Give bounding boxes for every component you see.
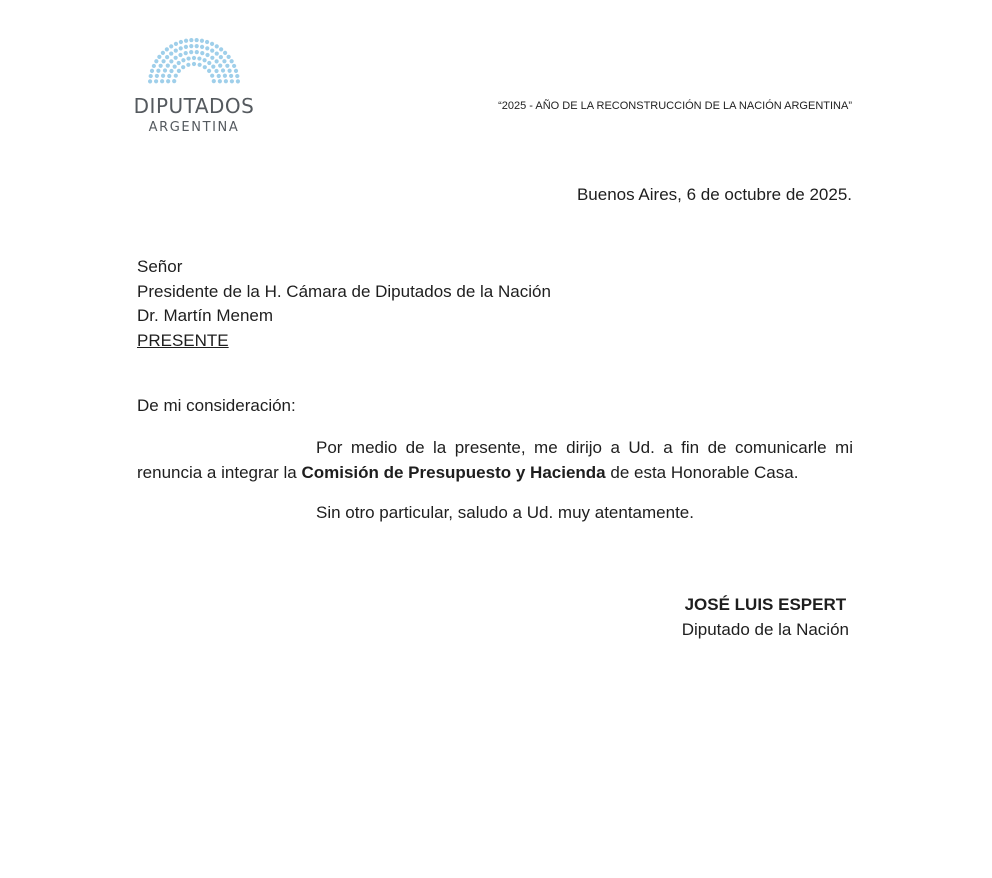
seat-dot [184, 39, 188, 43]
seat-dot [210, 42, 214, 46]
seat-dot [165, 55, 169, 59]
seat-dot [192, 62, 196, 66]
seat-dot [195, 44, 199, 48]
seat-dot [215, 51, 219, 55]
seat-dot [200, 39, 204, 43]
seat-dot [181, 65, 185, 69]
diputados-logo [126, 36, 266, 136]
seat-dot [157, 55, 161, 59]
seat-dot [181, 58, 185, 62]
logo-subtitle: ARGENTINA [148, 120, 240, 135]
seat-dot [218, 64, 222, 68]
seat-dot [236, 79, 240, 83]
addressee-position: Presidente de la H. Cámara de Diputados de la Nación [137, 281, 551, 301]
addressee-presente: PRESENTE [137, 330, 229, 350]
seat-dot [161, 74, 165, 78]
addressee-name: Dr. Martín Menem [137, 306, 274, 325]
seat-dot [150, 69, 154, 73]
seat-dot [174, 74, 178, 78]
body-line-2 [137, 460, 853, 485]
seat-dot [207, 69, 211, 73]
seat-dot [229, 74, 233, 78]
seat-dot [224, 79, 228, 83]
seat-dot [195, 50, 199, 54]
seat-dot [210, 74, 214, 78]
seat-dot [174, 49, 178, 53]
seat-dot [160, 79, 164, 83]
seat-dot [205, 40, 209, 44]
seat-dot [179, 46, 183, 50]
seat-dot [156, 69, 160, 73]
seat-dot [219, 55, 223, 59]
seat-dot [211, 65, 215, 69]
seat-dot [161, 59, 165, 63]
seat-dot [225, 64, 229, 68]
seat-dot [202, 58, 206, 62]
seat-dot [167, 74, 171, 78]
seat-dot [195, 38, 199, 42]
seat-dot [232, 64, 236, 68]
seat-dot [178, 53, 182, 57]
seat-dot [154, 79, 158, 83]
seat-dot [174, 56, 178, 60]
seat-dot [219, 47, 223, 51]
addressee-block [137, 255, 551, 353]
body-line-1: Por medio de la presente, me dirijo a Ud. a fin de comunicarle mi [316, 438, 853, 457]
seat-dot [197, 56, 201, 60]
seat-dot [174, 42, 178, 46]
seat-dot [149, 74, 153, 78]
seat-dot [169, 69, 173, 73]
seat-dot [189, 50, 193, 54]
signer-name: JOSÉ LUIS ESPERT [684, 595, 847, 614]
body-paragraph [137, 435, 853, 485]
addressee-salutation: Señor [137, 257, 183, 276]
year-motto: “2025 - AÑO DE LA RECONSTRUCCIÓN DE LA NACIÓN ARGENTINA” [498, 100, 852, 112]
signer-title: Diputado de la Nación [681, 620, 849, 639]
seat-dot [179, 40, 183, 44]
date-line: Buenos Aires, 6 de octubre de 2025. [576, 185, 852, 204]
seat-dot [177, 69, 181, 73]
seat-dot [210, 49, 214, 53]
seat-dot [189, 44, 193, 48]
seat-dot [215, 59, 219, 63]
closing-line: Sin otro particular, saludo a Ud. muy atentamente. [316, 503, 694, 522]
seat-dot [166, 64, 170, 68]
seat-dot [221, 68, 225, 72]
seat-dot [177, 61, 181, 65]
seat-dot [223, 51, 227, 55]
seat-dot [215, 44, 219, 48]
seat-dot [155, 74, 159, 78]
seat-dot [169, 51, 173, 55]
seat-dot [212, 79, 216, 83]
seat-dot [165, 47, 169, 51]
chamber-dome-icon [142, 36, 246, 88]
seat-dot [159, 64, 163, 68]
seat-dot [228, 69, 232, 73]
seat-dot [230, 59, 234, 63]
seat-dot [189, 38, 193, 42]
seat-dot [217, 74, 221, 78]
seat-dot [169, 59, 173, 63]
seat-dot [161, 51, 165, 55]
seat-dot [222, 59, 226, 63]
seat-dot [207, 61, 211, 65]
seat-dot [214, 69, 218, 73]
seat-dot [152, 64, 156, 68]
seat-dot [210, 56, 214, 60]
seat-dot [166, 79, 170, 83]
seat-dot [184, 51, 188, 55]
seat-dot [203, 65, 207, 69]
seat-dot [235, 74, 239, 78]
body-line-2-start: renuncia a integrar la [137, 463, 302, 482]
seat-dot [227, 55, 231, 59]
seat-dot [148, 79, 152, 83]
seat-dot [200, 45, 204, 49]
seat-dot [198, 63, 202, 67]
greeting: De mi consideración: [137, 396, 296, 415]
body-line-2-end: de esta Honorable Casa. [605, 463, 799, 482]
logo-title: DIPUTADOS [133, 94, 255, 118]
seat-dot [163, 68, 167, 72]
committee-name: Comisión de Presupuesto y Hacienda [301, 463, 606, 482]
seat-dot [169, 44, 173, 48]
seat-dot [234, 69, 238, 73]
seat-dot [173, 65, 177, 69]
seat-dot [205, 53, 209, 57]
seat-dot [172, 79, 176, 83]
signature-block [682, 592, 849, 642]
seat-dot [230, 79, 234, 83]
seat-dot [200, 51, 204, 55]
seat-dot [184, 45, 188, 49]
seat-dot [223, 74, 227, 78]
seat-dot [186, 63, 190, 67]
seat-dot [186, 56, 190, 60]
seat-dot [218, 79, 222, 83]
seat-dot [205, 46, 209, 50]
seat-dot [154, 59, 158, 63]
seat-dot [192, 56, 196, 60]
